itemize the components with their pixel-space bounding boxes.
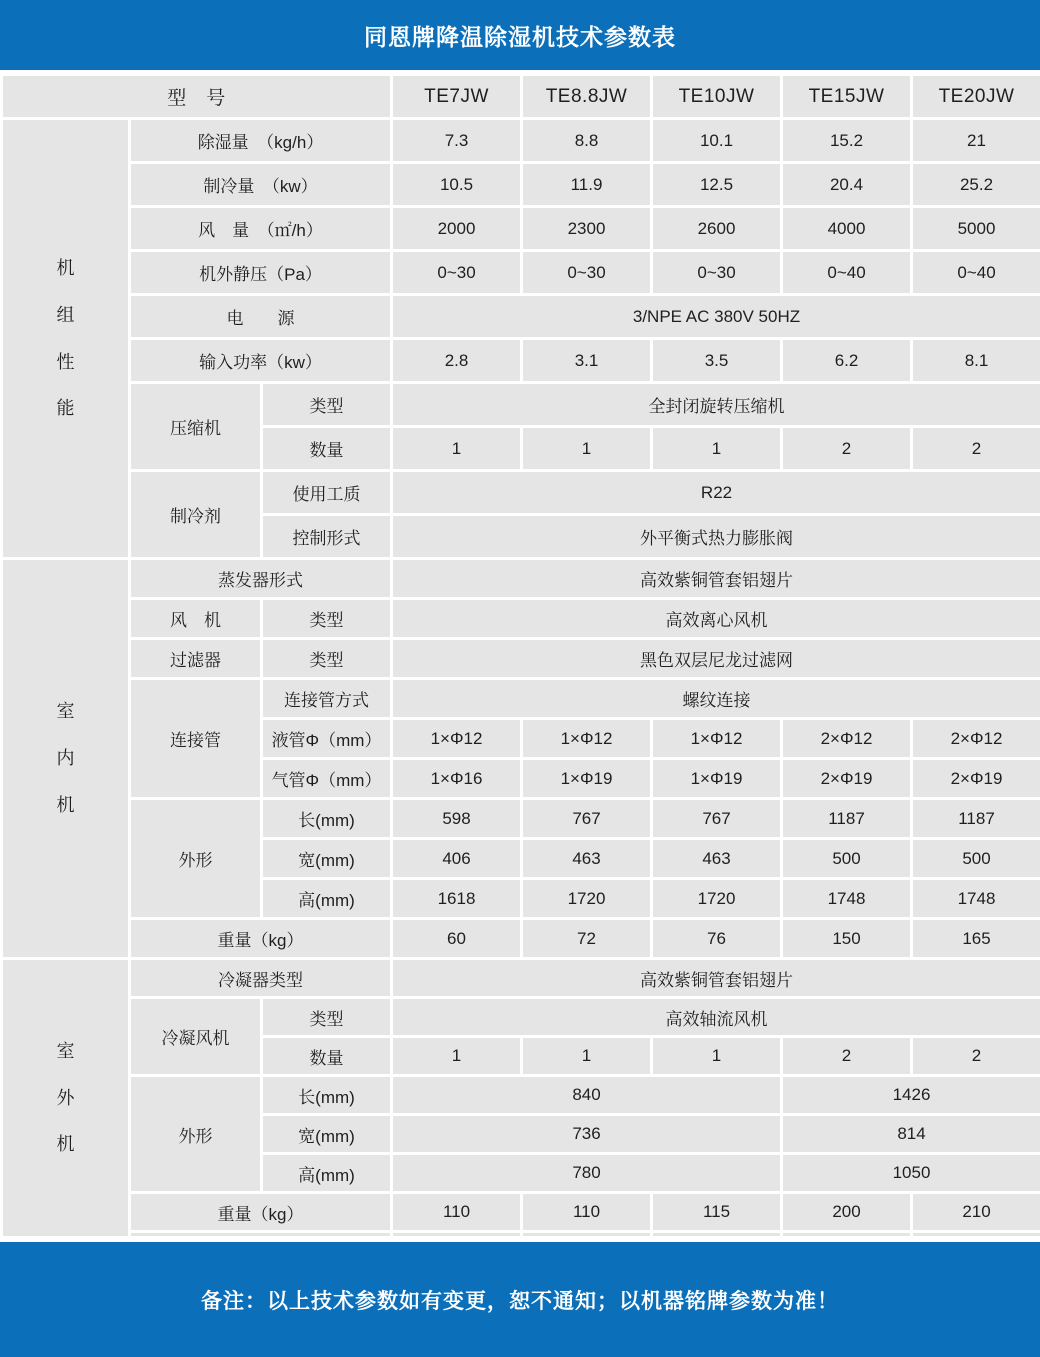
value-cell: 2×Φ12	[782, 719, 912, 759]
value-cell: 165	[912, 919, 1040, 959]
split-value-cell: 780	[392, 1154, 782, 1193]
section-cell-unit-performance	[2, 119, 130, 559]
value-cell: 115	[652, 1193, 782, 1232]
value-cell	[392, 1232, 522, 1238]
value-cell: 1187	[782, 799, 912, 839]
label-cell: 电 源	[130, 295, 392, 339]
value-cell: 5000	[912, 207, 1040, 251]
value-cell: 2×Φ12	[912, 719, 1040, 759]
value-cell: 20.4	[782, 163, 912, 207]
note-text: 备注：以上技术参数如有变更，恕不通知；以机器铭牌参数为准！	[201, 1289, 839, 1313]
label-cell: 长(mm)	[262, 1076, 392, 1115]
value-cell: 2	[912, 1037, 1040, 1076]
value-cell: 8.8	[522, 119, 652, 163]
span-value-cell: 外平衡式热力膨胀阀	[392, 515, 1040, 559]
span-value-cell: 3/NPE AC 380V 50HZ	[392, 295, 1040, 339]
value-cell: 1748	[912, 879, 1040, 919]
span-value-cell: 高效紫铜管套铝翅片	[392, 559, 1040, 599]
label-cell: 重量（kg）	[130, 919, 392, 959]
value-cell: 2600	[652, 207, 782, 251]
group-cell: 压缩机	[130, 383, 262, 471]
label-cell	[130, 1232, 392, 1238]
value-cell: 2000	[392, 207, 522, 251]
value-cell: 1×Φ12	[652, 719, 782, 759]
table-row	[2, 919, 1040, 959]
value-cell: 3.5	[652, 339, 782, 383]
split-value-cell: 1050	[782, 1154, 1040, 1193]
value-cell: 1×Φ12	[392, 719, 522, 759]
value-cell: 1	[392, 427, 522, 471]
label-cell: 宽(mm)	[262, 1115, 392, 1154]
label-cell: 冷凝器类型	[130, 959, 392, 998]
model-cell: TE10JW	[652, 75, 782, 119]
table-row	[2, 959, 1040, 998]
label-cell: 高(mm)	[262, 879, 392, 919]
value-cell: 1	[652, 427, 782, 471]
section-label: 室外机	[56, 1040, 75, 1155]
label-cell: 液管Φ（mm）	[262, 719, 392, 759]
value-cell: 7.3	[392, 119, 522, 163]
group-cell: 外形	[130, 1076, 262, 1193]
value-cell: 1748	[782, 879, 912, 919]
value-cell: 25.2	[912, 163, 1040, 207]
span-value-cell: 高效轴流风机	[392, 998, 1040, 1037]
table-row	[2, 295, 1040, 339]
label-cell: 宽(mm)	[262, 839, 392, 879]
value-cell: 2	[782, 1037, 912, 1076]
span-value-cell: 螺纹连接	[392, 679, 1040, 719]
value-cell: 3.1	[522, 339, 652, 383]
table-row	[2, 471, 1040, 515]
value-cell: 406	[392, 839, 522, 879]
value-cell: 1	[392, 1037, 522, 1076]
label-cell: 类型	[262, 639, 392, 679]
value-cell: 0~40	[912, 251, 1040, 295]
label-cell: 高(mm)	[262, 1154, 392, 1193]
split-value-cell: 840	[392, 1076, 782, 1115]
value-cell: 767	[652, 799, 782, 839]
label-cell: 输入功率（kw）	[130, 339, 392, 383]
value-cell: 10.1	[652, 119, 782, 163]
table-row	[2, 559, 1040, 599]
label-cell: 长(mm)	[262, 799, 392, 839]
span-value-cell: 全封闭旋转压缩机	[392, 383, 1040, 427]
label-cell: 连接管方式	[262, 679, 392, 719]
value-cell: 150	[782, 919, 912, 959]
label-cell: 重量（kg）	[130, 1193, 392, 1232]
value-cell: 1×Φ19	[522, 759, 652, 799]
value-cell: 767	[522, 799, 652, 839]
value-cell: 598	[392, 799, 522, 839]
value-cell: 110	[392, 1193, 522, 1232]
span-value-cell: 黑色双层尼龙过滤网	[392, 639, 1040, 679]
table-row	[2, 998, 1040, 1037]
table-row	[2, 163, 1040, 207]
label-cell: 控制形式	[262, 515, 392, 559]
value-cell	[782, 1232, 912, 1238]
span-value-cell: 高效离心风机	[392, 599, 1040, 639]
table-row	[2, 119, 1040, 163]
value-cell: 463	[652, 839, 782, 879]
value-cell	[522, 1232, 652, 1238]
label-cell: 机外静压（Pa）	[130, 251, 392, 295]
section-cell-outdoor-unit	[2, 959, 130, 1238]
value-cell: 11.9	[522, 163, 652, 207]
page-title: 同恩牌降温除湿机技术参数表	[364, 23, 676, 50]
clipped-row	[2, 1232, 1040, 1238]
note-bar	[0, 1239, 1040, 1357]
value-cell: 72	[522, 919, 652, 959]
value-cell: 2300	[522, 207, 652, 251]
model-cell: TE20JW	[912, 75, 1040, 119]
value-cell: 1	[652, 1037, 782, 1076]
value-cell: 0~40	[782, 251, 912, 295]
value-cell: 2	[782, 427, 912, 471]
label-cell: 除湿量 （kg/h）	[130, 119, 392, 163]
table-row	[2, 1076, 1040, 1115]
group-cell: 冷凝风机	[130, 998, 262, 1076]
table-row	[2, 639, 1040, 679]
value-cell: 10.5	[392, 163, 522, 207]
value-cell	[912, 1232, 1040, 1238]
value-cell	[652, 1232, 782, 1238]
table-row	[2, 679, 1040, 719]
split-value-cell: 736	[392, 1115, 782, 1154]
value-cell: 2	[912, 427, 1040, 471]
value-cell: 1×Φ19	[652, 759, 782, 799]
value-cell: 2×Φ19	[912, 759, 1040, 799]
label-cell: 类型	[262, 998, 392, 1037]
label-cell: 蒸发器形式	[130, 559, 392, 599]
label-cell: 类型	[262, 383, 392, 427]
table-row	[2, 599, 1040, 639]
value-cell: 21	[912, 119, 1040, 163]
value-cell: 1618	[392, 879, 522, 919]
model-label-cell: 型 号	[2, 75, 392, 119]
value-cell: 463	[522, 839, 652, 879]
value-cell: 8.1	[912, 339, 1040, 383]
value-cell: 4000	[782, 207, 912, 251]
table-row	[2, 207, 1040, 251]
value-cell: 2.8	[392, 339, 522, 383]
title-bar	[0, 0, 1040, 73]
value-cell: 12.5	[652, 163, 782, 207]
group-cell: 外形	[130, 799, 262, 919]
model-cell: TE15JW	[782, 75, 912, 119]
value-cell: 0~30	[652, 251, 782, 295]
value-cell: 1	[522, 1037, 652, 1076]
model-cell: TE8.8JW	[522, 75, 652, 119]
group-cell: 风 机	[130, 599, 262, 639]
value-cell: 76	[652, 919, 782, 959]
value-cell: 0~30	[392, 251, 522, 295]
group-cell: 制冷剂	[130, 471, 262, 559]
value-cell: 500	[782, 839, 912, 879]
value-cell: 1×Φ12	[522, 719, 652, 759]
model-row	[2, 75, 1040, 119]
span-value-cell: R22	[392, 471, 1040, 515]
value-cell: 110	[522, 1193, 652, 1232]
value-cell: 210	[912, 1193, 1040, 1232]
section-label: 室内机	[56, 701, 75, 815]
label-cell: 制冷量 （kw）	[130, 163, 392, 207]
label-cell: 数量	[262, 1037, 392, 1076]
value-cell: 1720	[522, 879, 652, 919]
table-row	[2, 339, 1040, 383]
span-value-cell: 高效紫铜管套铝翅片	[392, 959, 1040, 998]
value-cell: 0~30	[522, 251, 652, 295]
label-cell: 类型	[262, 599, 392, 639]
label-cell: 风 量 （㎡/h）	[130, 207, 392, 251]
value-cell: 6.2	[782, 339, 912, 383]
value-cell: 1	[522, 427, 652, 471]
section-cell-indoor-unit	[2, 559, 130, 959]
split-value-cell: 1426	[782, 1076, 1040, 1115]
split-value-cell: 814	[782, 1115, 1040, 1154]
value-cell: 15.2	[782, 119, 912, 163]
value-cell: 500	[912, 839, 1040, 879]
group-cell: 连接管	[130, 679, 262, 799]
model-cell: TE7JW	[392, 75, 522, 119]
section-label: 机组性能	[56, 257, 75, 419]
value-cell: 1720	[652, 879, 782, 919]
spec-table	[0, 73, 1040, 1239]
label-cell: 使用工质	[262, 471, 392, 515]
value-cell: 1×Φ16	[392, 759, 522, 799]
label-cell: 气管Φ（mm）	[262, 759, 392, 799]
value-cell: 200	[782, 1193, 912, 1232]
value-cell: 1187	[912, 799, 1040, 839]
value-cell: 2×Φ19	[782, 759, 912, 799]
group-cell: 过滤器	[130, 639, 262, 679]
table-row	[2, 383, 1040, 427]
table-row	[2, 251, 1040, 295]
value-cell: 60	[392, 919, 522, 959]
table-row	[2, 799, 1040, 839]
label-cell: 数量	[262, 427, 392, 471]
table-row	[2, 1193, 1040, 1232]
